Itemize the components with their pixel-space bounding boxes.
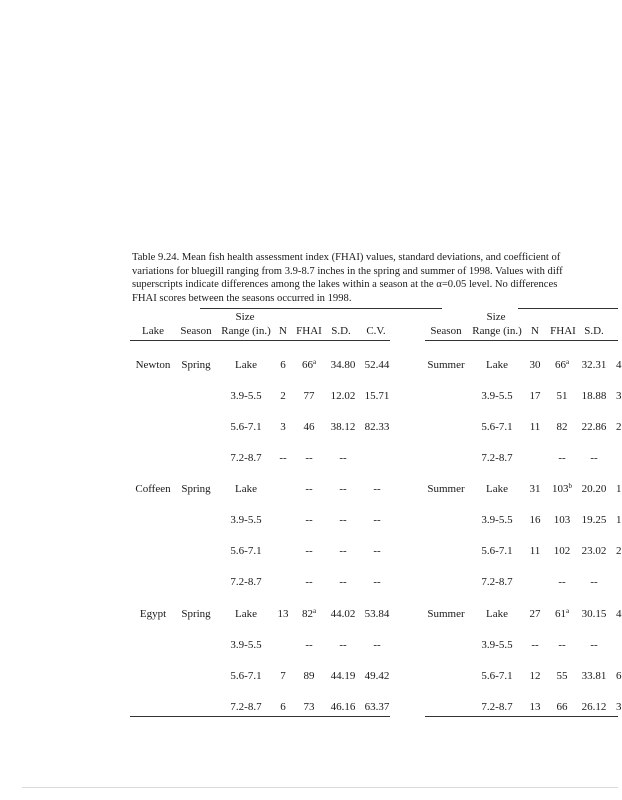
significance-superscript: a: [312, 358, 317, 366]
cell-range-summer: 3.9-5.5: [481, 390, 513, 402]
cell-lake: Newton: [135, 359, 171, 371]
cell-sd: 46.16: [330, 701, 356, 713]
cell-range-summer: 7.2-8.7: [481, 452, 513, 464]
significance-superscript: b: [568, 482, 572, 490]
header-season-summer: Season: [430, 325, 462, 337]
cell-range: Lake: [235, 359, 257, 371]
cell-n: 7: [280, 670, 286, 682]
cell-sd-summer: 19.25: [581, 514, 607, 526]
cell-range-summer: 5.6-7.1: [481, 670, 513, 682]
caption-line: Table 9.24. Mean fish health assessment index (FHAI) values, standard deviations, and coefficient of: [132, 252, 561, 263]
cell-sd: --: [339, 452, 347, 464]
cell-cv-summer: 2: [616, 421, 622, 433]
cell-sd: 12.02: [330, 390, 356, 402]
cell-fhai-summer: 66$^a$: [554, 358, 570, 371]
cell-lake: Egypt: [139, 608, 167, 620]
cell-cv-summer: 3: [616, 390, 622, 402]
cell-cv-summer: 1: [616, 514, 622, 526]
header-season: Season: [180, 325, 212, 337]
cell-range: 5.6-7.1: [230, 545, 262, 557]
header-size-summer: Size: [486, 311, 506, 323]
cell-sd-summer: 32.31: [581, 359, 607, 371]
cell-fhai-summer: 82: [556, 421, 568, 433]
cell-season-summer: Summer: [427, 359, 465, 371]
cell-range-summer: Lake: [486, 608, 508, 620]
header-sd: S.D.: [331, 325, 351, 337]
cell-cv: 63.37: [364, 701, 390, 713]
cell-n-summer: 11: [529, 421, 541, 433]
cell-fhai-summer: --: [558, 639, 566, 651]
cell-sd-summer: --: [590, 639, 598, 651]
cell-fhai-summer: --: [558, 452, 566, 464]
cell-n: 6: [280, 701, 286, 713]
cell-n-summer: 11: [529, 545, 541, 557]
cell-sd-summer: --: [590, 576, 598, 588]
cell-range: 5.6-7.1: [230, 670, 262, 682]
cell-fhai: --: [305, 545, 313, 557]
cell-cv-summer: 4: [616, 608, 622, 620]
header-top-rule-right: [518, 308, 618, 309]
cell-n-summer: 13: [529, 701, 541, 713]
cell-season-summer: Summer: [427, 483, 465, 495]
cell-fhai-summer: 66: [556, 701, 568, 713]
header-cv: C.V.: [366, 325, 386, 337]
header-top-rule-left: [200, 308, 442, 309]
cell-fhai-summer: 51: [556, 390, 568, 402]
header-n-summer: N: [531, 325, 539, 337]
header-range: Range (in.): [221, 325, 271, 337]
header-lake: Lake: [142, 325, 164, 337]
cell-fhai-summer: 61$^a$: [554, 607, 570, 620]
header-size-spring: Size: [235, 311, 255, 323]
cell-sd-summer: 26.12: [581, 701, 607, 713]
scan-noise: [22, 787, 618, 788]
cell-cv: --: [373, 576, 381, 588]
cell-range: Lake: [235, 608, 257, 620]
cell-n-summer: 31: [529, 483, 541, 495]
cell-fhai: --: [305, 483, 313, 495]
cell-fhai: 46: [303, 421, 315, 433]
cell-cv: --: [373, 639, 381, 651]
cell-sd-summer: 20.20: [581, 483, 607, 495]
cell-range-summer: 5.6-7.1: [481, 421, 513, 433]
cell-range-summer: Lake: [486, 359, 508, 371]
cell-range-summer: 5.6-7.1: [481, 545, 513, 557]
cell-sd-summer: --: [590, 452, 598, 464]
cell-n-summer: 30: [529, 359, 541, 371]
cell-fhai: --: [305, 514, 313, 526]
cell-cv: 52.44: [364, 359, 390, 371]
cell-range: 3.9-5.5: [230, 514, 262, 526]
cell-sd: --: [339, 576, 347, 588]
cell-fhai: 82$^a$: [301, 607, 317, 620]
header-range-summer: Range (in.): [472, 325, 522, 337]
cell-fhai: 89: [303, 670, 315, 682]
cell-fhai: 77: [303, 390, 315, 402]
caption-line: FHAI scores between the seasons occurred in 1998.: [132, 292, 352, 304]
cell-sd: 34.80: [330, 359, 356, 371]
header-fhai-summer: FHAI: [550, 325, 576, 337]
table-bottom-rule-left: [130, 716, 390, 717]
cell-sd: --: [339, 514, 347, 526]
header-n: N: [279, 325, 287, 337]
cell-cv: --: [373, 545, 381, 557]
header-sd-summer: S.D.: [584, 325, 604, 337]
cell-range: 7.2-8.7: [230, 576, 262, 588]
cell-sd: --: [339, 639, 347, 651]
cell-sd-summer: 23.02: [581, 545, 607, 557]
cell-range-summer: 3.9-5.5: [481, 514, 513, 526]
cell-range-summer: 3.9-5.5: [481, 639, 513, 651]
cell-fhai: 73: [303, 701, 315, 713]
cell-sd: 38.12: [330, 421, 356, 433]
significance-superscript: a: [312, 607, 317, 615]
table-caption: [132, 251, 618, 305]
cell-season: Spring: [181, 483, 211, 495]
cell-fhai: 66$^a$: [301, 358, 317, 371]
header-bottom-rule-left: [130, 340, 390, 341]
cell-season-summer: Summer: [427, 608, 465, 620]
significance-superscript: a: [565, 358, 570, 366]
cell-cv-summer: 4: [616, 359, 622, 371]
cell-fhai: --: [305, 639, 313, 651]
cell-n-summer: 16: [529, 514, 541, 526]
caption-line: variations for bluegill ranging from 3.9-8.7 inches in the spring and summer of 1998. Values with diff: [132, 265, 563, 277]
cell-fhai-summer: 55: [556, 670, 568, 682]
cell-cv: --: [373, 514, 381, 526]
cell-cv: --: [373, 483, 381, 495]
cell-range: Lake: [235, 483, 257, 495]
cell-cv: 82.33: [364, 421, 390, 433]
cell-n: 3: [280, 421, 286, 433]
cell-range: 5.6-7.1: [230, 421, 262, 433]
cell-season: Spring: [181, 608, 211, 620]
cell-fhai-summer: 102: [553, 545, 571, 557]
cell-fhai: --: [305, 576, 313, 588]
cell-sd: --: [339, 545, 347, 557]
cell-sd: 44.19: [330, 670, 356, 682]
cell-range: 7.2-8.7: [230, 452, 262, 464]
cell-sd-summer: 30.15: [581, 608, 607, 620]
cell-n-summer: 17: [529, 390, 541, 402]
cell-fhai-summer: --: [558, 576, 566, 588]
header-bottom-rule-right: [425, 340, 618, 341]
cell-n: --: [279, 452, 287, 464]
cell-lake: Coffeen: [135, 483, 171, 495]
cell-cv-summer: 1: [616, 483, 622, 495]
cell-cv-summer: 3: [616, 701, 622, 713]
cell-n: 6: [280, 359, 286, 371]
cell-range: 3.9-5.5: [230, 390, 262, 402]
caption-line: superscripts indicate differences among the lakes within a season at the α=0.05 level. No differences: [132, 279, 558, 291]
cell-sd-summer: 18.88: [581, 390, 607, 402]
cell-range-summer: Lake: [486, 483, 508, 495]
significance-superscript: a: [565, 607, 570, 615]
table-bottom-rule-right: [425, 716, 618, 717]
cell-cv: 49.42: [364, 670, 390, 682]
cell-cv-summer: 6: [616, 670, 622, 682]
cell-fhai-summer: 103: [553, 514, 571, 526]
cell-sd: --: [339, 483, 347, 495]
cell-cv-summer: 2: [616, 545, 622, 557]
cell-sd: 44.02: [330, 608, 356, 620]
cell-n-summer: 12: [529, 670, 541, 682]
cell-n-summer: 27: [529, 608, 541, 620]
cell-n: 13: [277, 608, 289, 620]
cell-cv: 53.84: [364, 608, 390, 620]
cell-cv: 15.71: [364, 390, 390, 402]
cell-sd-summer: 33.81: [581, 670, 607, 682]
cell-fhai: --: [305, 452, 313, 464]
header-fhai: FHAI: [296, 325, 322, 337]
cell-n-summer: --: [531, 639, 539, 651]
cell-n: 2: [280, 390, 286, 402]
cell-range-summer: 7.2-8.7: [481, 576, 513, 588]
cell-range-summer: 7.2-8.7: [481, 701, 513, 713]
cell-range: 7.2-8.7: [230, 701, 262, 713]
cell-sd-summer: 22.86: [581, 421, 607, 433]
cell-season: Spring: [181, 359, 211, 371]
cell-range: 3.9-5.5: [230, 639, 262, 651]
cell-fhai-summer: 103$^b$: [552, 482, 572, 495]
